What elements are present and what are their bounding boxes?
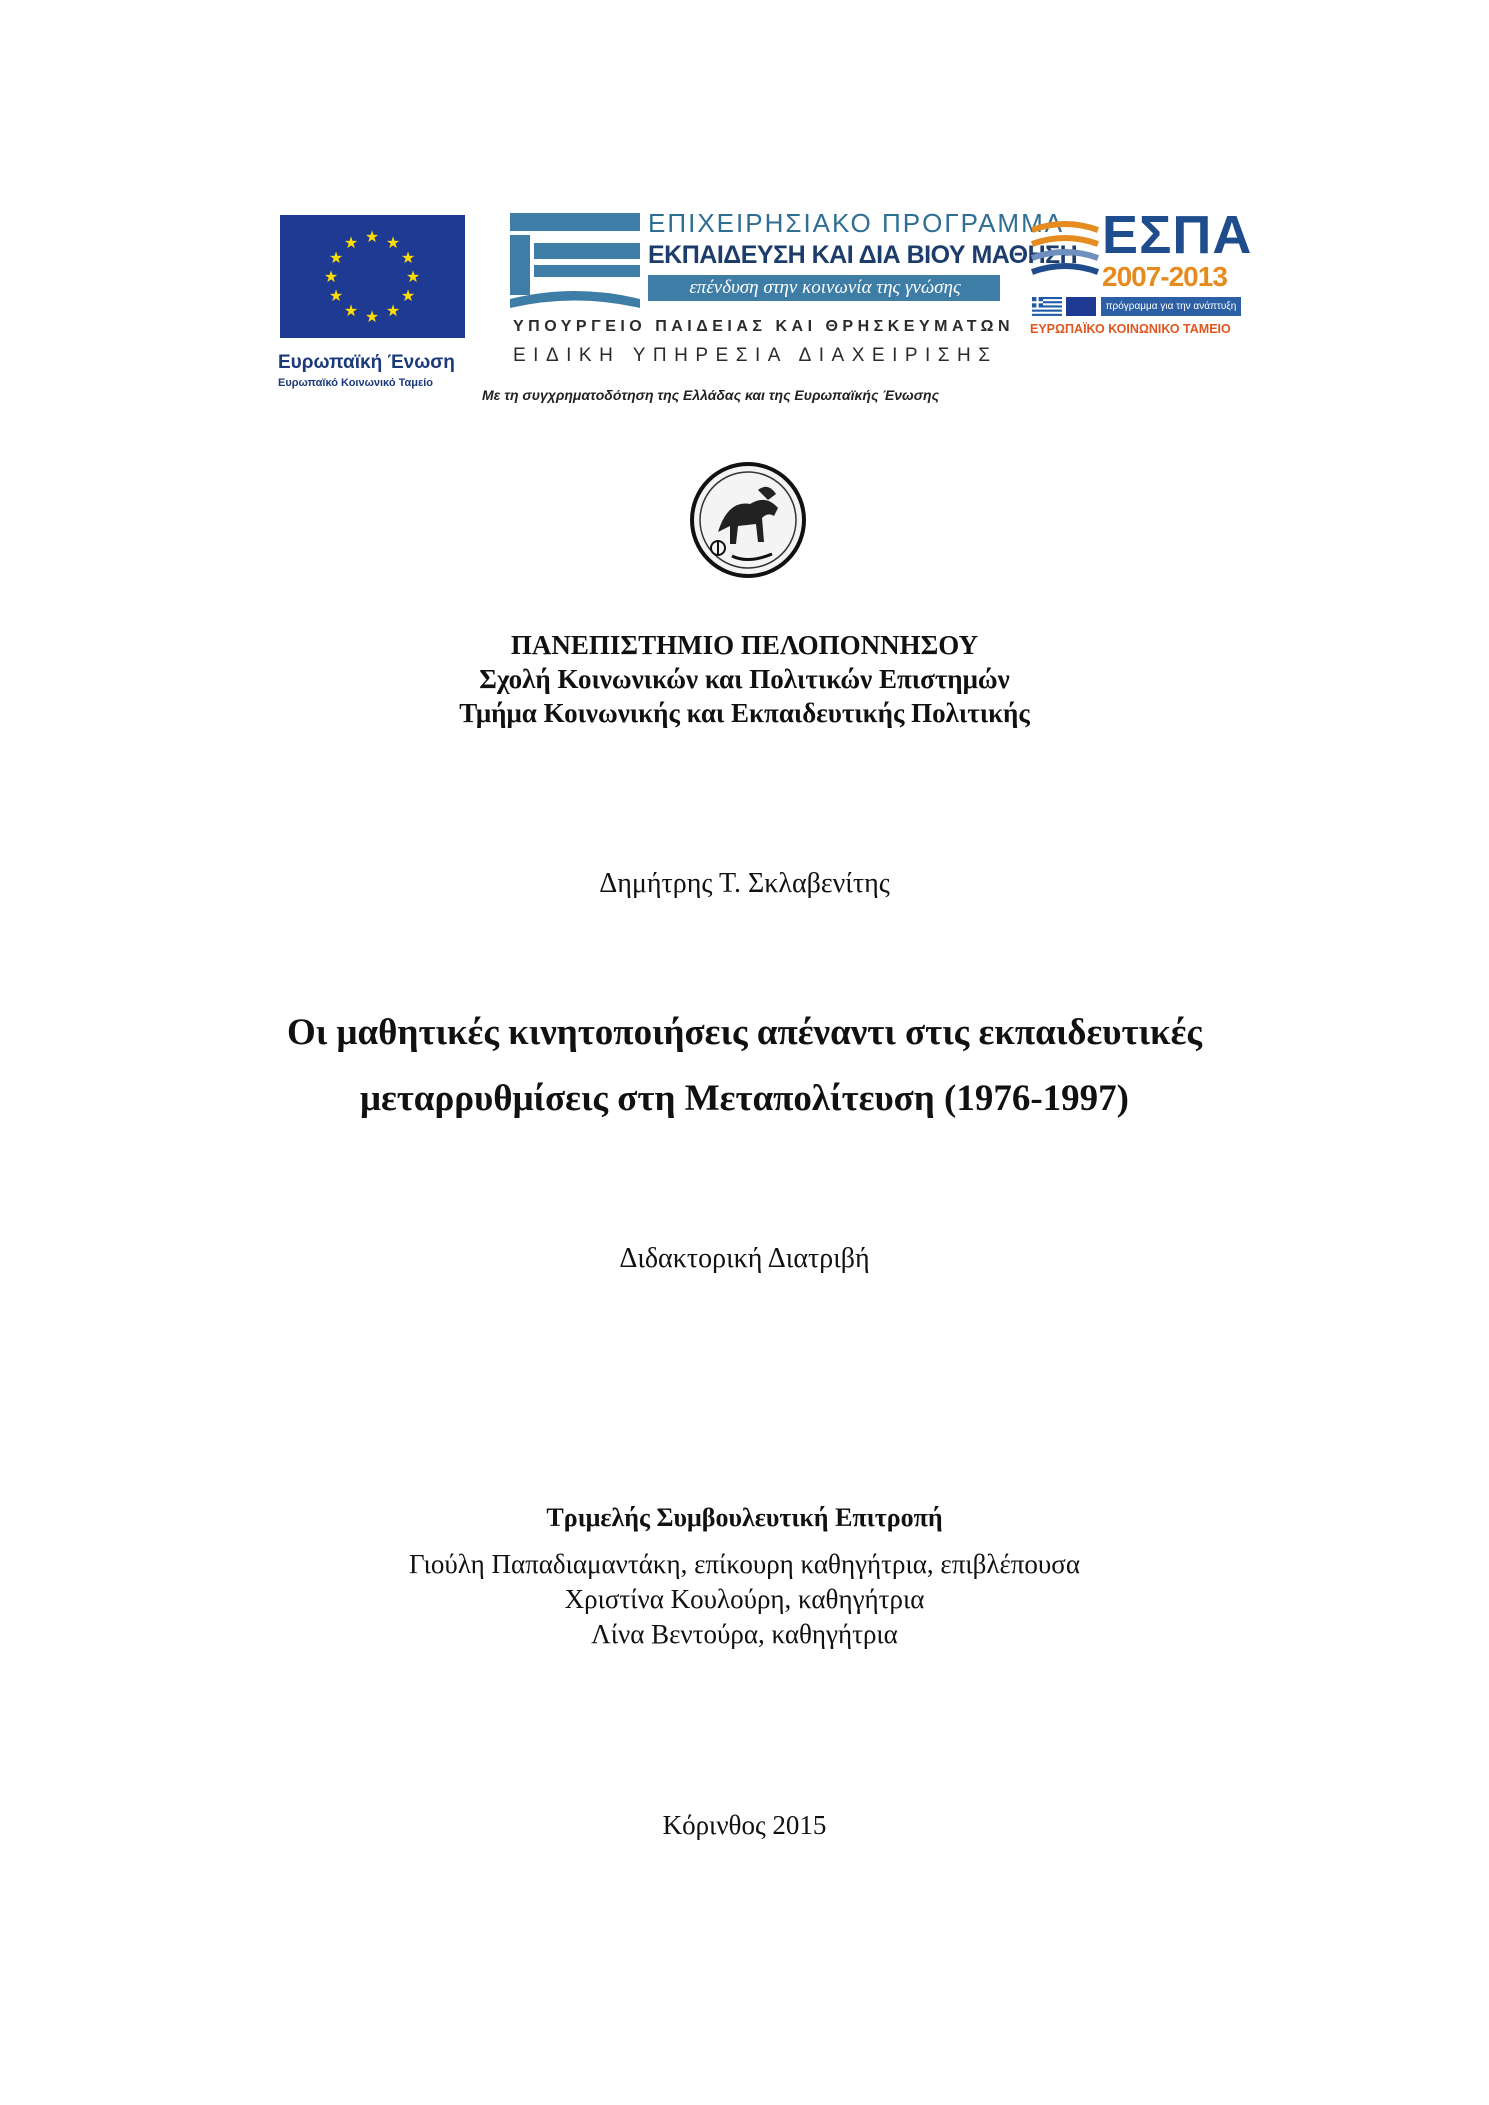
program-name-line1: ΕΠΙΧΕΙΡΗΣΙΑΚΟ ΠΡΟΓΡΑΜΜΑ [648, 208, 1065, 238]
svg-text:★: ★ [343, 301, 359, 320]
committee-members [0, 1547, 1489, 1652]
committee-member: Γιούλη Παπαδιαμαντάκη, επίκουρη καθηγήτρια, επιβλέπουσα [408, 1549, 1081, 1579]
espa-waves-icon [1030, 216, 1100, 282]
university-name: ΠΑΝΕΠΙΣΤΗΜΙΟ ΠΕΛΟΠΟΝΝΗΣΟΥ [510, 630, 979, 660]
university-seal-icon [688, 460, 808, 580]
svg-text:★: ★ [400, 286, 416, 305]
program-name-line2: ΕΚΠΑΙΔΕΥΣΗ ΚΑΙ ΔΙΑ ΒΙΟΥ ΜΑΘΗΣΗ [648, 241, 1078, 269]
thesis-title-line2: μεταρρυθμίσεις στη Μεταπολίτευση (1976-1997) [359, 1078, 1130, 1119]
university-block [0, 628, 1489, 730]
committee-heading: Τριμελής Συμβουλευτική Επιτροπή [546, 1503, 943, 1532]
svg-text:★: ★ [343, 233, 359, 252]
greek-flag-icon [1032, 297, 1062, 316]
eu-flag-icon [280, 215, 465, 338]
espa-social-fund: ΕΥΡΩΠΑΪΚΟ ΚΟΙΝΩΝΙΚΟ ΤΑΜΕΙΟ [1030, 322, 1231, 336]
eu-flag-small-icon [1066, 297, 1096, 316]
lifelong-learning-logo-icon [510, 213, 640, 308]
managing-authority: ΕΙΔΙΚΗ ΥΠΗΡΕΣΙΑ ΔΙΑΧΕΙΡΙΣΗΣ [513, 345, 998, 366]
author-name: Δημήτρης Τ. Σκλαβενίτης [599, 868, 890, 899]
thesis-title [0, 1000, 1489, 1132]
program-tagline: επένδυση στην κοινωνία της γνώσης [689, 277, 961, 298]
committee-member: Λίνα Βεντούρα, καθηγήτρια [591, 1619, 898, 1649]
svg-text:★: ★ [364, 227, 380, 246]
espa-years: 2007-2013 [1102, 261, 1227, 292]
svg-text:★: ★ [405, 267, 421, 286]
eu-title: Ευρωπαϊκή Ένωση [278, 352, 455, 373]
committee-member: Χριστίνα Κουλούρη, καθηγήτρια [564, 1584, 925, 1614]
thesis-title-line1: Οι μαθητικές κινητοποιήσεις απέναντι στις εκπαιδευτικές [287, 1012, 1202, 1053]
cofunding-statement: Με τη συγχρηματοδότηση της Ελλάδας και της Ευρωπαϊκής Ένωσης [482, 387, 940, 403]
ministry-name: ΥΠΟΥΡΓΕΙΟ ΠΑΙΔΕΙΑΣ ΚΑΙ ΘΡΗΣΚΕΥΜΑΤΩΝ [513, 318, 1015, 335]
svg-text:★: ★ [385, 233, 401, 252]
espa-development-label: πρόγραμμα για την ανάπτυξη [1101, 297, 1241, 316]
place-date: Κόρινθος 2015 [662, 1810, 827, 1840]
thesis-type: Διδακτορική Διατριβή [619, 1243, 870, 1274]
department-name: Τμήμα Κοινωνικής και Εκπαιδευτικής Πολιτικής [459, 698, 1030, 728]
espa-title: ΕΣΠΑ [1102, 205, 1253, 265]
svg-text:★: ★ [323, 267, 339, 286]
svg-text:★: ★ [328, 286, 344, 305]
svg-text:★: ★ [364, 307, 380, 326]
svg-text:★: ★ [328, 248, 344, 267]
svg-text:★: ★ [385, 301, 401, 320]
school-name: Σχολή Κοινωνικών και Πολιτικών Επιστημών [479, 664, 1010, 694]
eu-subtitle: Ευρωπαϊκό Κοινωνικό Ταμείο [278, 377, 433, 389]
svg-text:★: ★ [400, 248, 416, 267]
